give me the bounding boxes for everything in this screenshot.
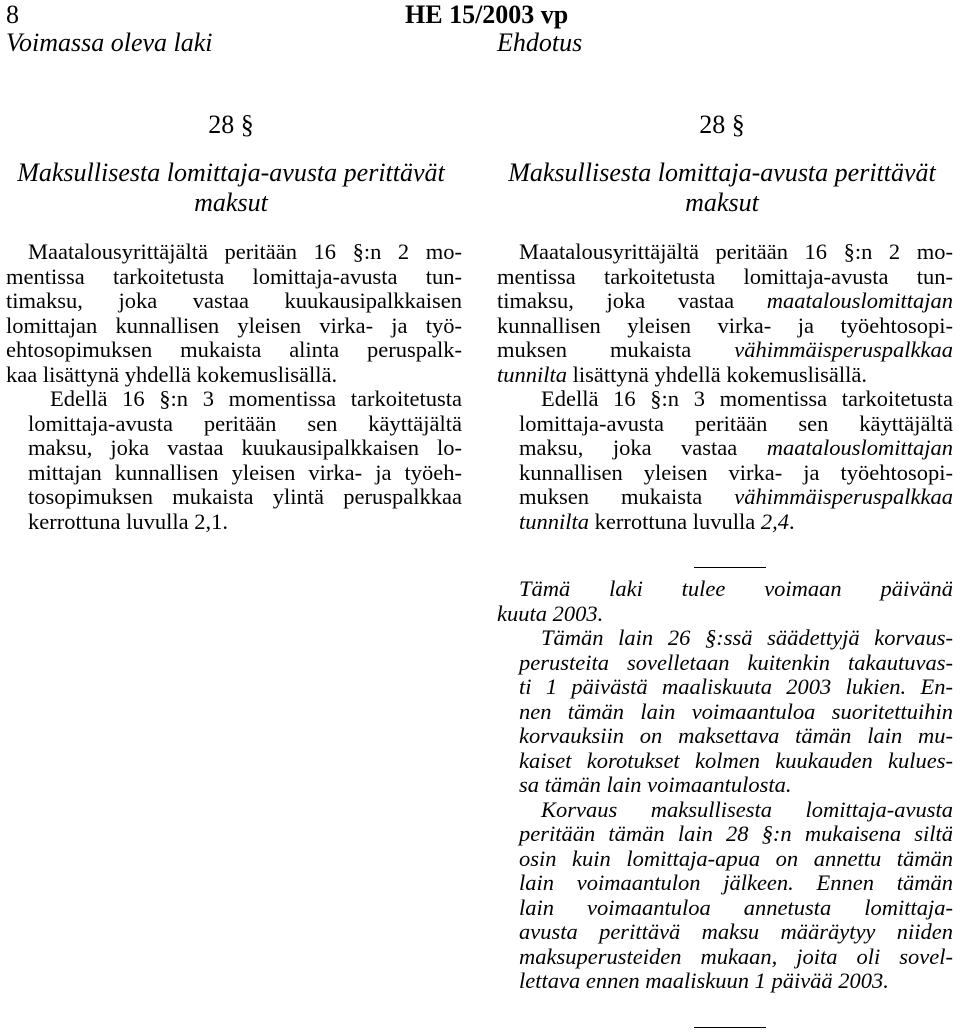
right-section-number: 28 §	[699, 110, 745, 139]
right-section-title	[497, 158, 947, 218]
text-line: maksu, joka vastaa kuukausipalkkaisen lo-	[28, 435, 462, 460]
text-line: lomittaja-avusta peritään sen käyttäjältä	[519, 410, 953, 436]
text-line: Edellä 16 §:n 3 momentissa tarkoitetusta	[541, 386, 953, 411]
left-title-line-2: maksut	[194, 188, 268, 217]
text-line	[497, 338, 953, 363]
text-line: ehtosopimuksen mukaista alinta peruspalk-	[6, 337, 462, 362]
text-line: lettava ennen maaliskuun 1 päivää 2003.	[519, 968, 889, 993]
text-line: Maatalousyrittäjältä peritään 16 §:n 2 mo-	[28, 239, 462, 264]
text-line: tosopimuksen mukaista ylintä peruspalkkaa	[28, 484, 462, 509]
text-segment: .	[788, 508, 795, 534]
document-id: HE 15/2003 vp	[405, 0, 569, 29]
changed-text: tunnilta	[497, 361, 568, 387]
text-line: Tämä laki tulee voimaan päivänä	[519, 576, 953, 601]
text-line: ti 1 päivästä maaliskuuta 2003 lukien. En-	[519, 674, 953, 699]
text-segment: kerrottuna luvulla	[589, 508, 761, 534]
page-number: 8	[6, 0, 19, 29]
text-line: sa tämän lain voimaantulosta.	[519, 772, 792, 797]
changed-text: tunnilta	[519, 508, 590, 534]
text-line: kaa lisättynä yhdellä kokemuslisällä.	[6, 361, 338, 387]
text-line: kunnallisen yleisen virka- ja työehtosopi-	[519, 459, 953, 485]
text-line: lomittaja-avusta peritään sen käyttäjältä	[28, 410, 462, 436]
text-segment: timaksu, joka vastaa	[497, 288, 767, 313]
right-title-line-2: maksut	[685, 188, 759, 217]
text-line: timaksu, joka vastaa kuukausipalkkaisen	[6, 288, 462, 313]
left-paragraph-1	[6, 240, 462, 387]
text-line	[497, 436, 953, 461]
changed-text: 2,4	[760, 508, 789, 534]
text-segment: muksen mukaista	[519, 484, 735, 509]
text-line: peritään tämän lain 28 §:n mukaisena siltä	[519, 821, 953, 846]
right-title-line-1: Maksullisesta lomittaja-avusta perittävät	[508, 158, 936, 187]
text-line: nen tämän lain voimaantuloa suoritettuihin	[519, 698, 953, 724]
left-title-line-1: Maksullisesta lomittaja-avusta perittävät	[17, 158, 445, 187]
current-law-heading: Voimassa oleva laki	[6, 28, 213, 57]
changed-text: vähimmäisperuspalkkaa	[734, 337, 953, 362]
text-line: mittajan kunnallisen yleisen virka- ja työeh-	[28, 459, 462, 485]
proposal-text	[497, 240, 953, 534]
text-line: lomittajan kunnallisen yleisen virka- ja työ-	[6, 312, 462, 338]
text-line: kunnallisen yleisen virka- ja työehtosopi-	[497, 312, 953, 338]
changed-text: maatalouslomittajan	[766, 288, 953, 313]
text-line: lain voimaantulon jälkeen. Ennen tämän	[519, 870, 953, 895]
right-paragraph-1	[497, 240, 953, 387]
text-line: osin kuin lomittaja-apua on annettu tämän	[519, 845, 953, 871]
text-line: avusta perittävä maksu määräytyy niiden	[519, 919, 953, 944]
transition-paragraph-1	[497, 577, 953, 626]
text-line: Korvaus maksullisesta lomittaja-avusta	[541, 796, 953, 822]
text-line: Tämän lain 26 §:ssä säädettyjä korvaus-	[541, 625, 953, 650]
text-segment: muksen mukaista	[497, 337, 735, 362]
text-line: Maatalousyrittäjältä peritään 16 §:n 2 mo-	[519, 239, 953, 264]
changed-text: vähimmäisperuspalkkaa	[734, 484, 953, 509]
left-section-number: 28 §	[208, 110, 254, 139]
changed-text: maatalouslomittajan	[766, 435, 953, 460]
text-line	[497, 510, 953, 535]
proposal-heading: Ehdotus	[497, 28, 583, 57]
section-divider-rule	[694, 567, 766, 568]
text-line: korvauksiin on maksettava tämän lain mu-	[519, 723, 953, 748]
left-section-title	[6, 158, 456, 218]
transition-paragraph-2	[497, 626, 953, 798]
text-line: lain voimaantuloa annetusta lomittaja-	[519, 894, 953, 920]
text-line: kuuta 2003.	[497, 600, 604, 626]
text-line	[497, 485, 953, 510]
transition-paragraph-3	[497, 798, 953, 994]
right-paragraph-2	[497, 387, 953, 534]
text-line	[497, 289, 953, 314]
text-line: maksuperusteiden mukaan, joita oli sovel-	[519, 943, 953, 969]
text-line	[497, 363, 953, 388]
text-line: kerrottuna luvulla 2,1.	[28, 508, 228, 534]
text-line: mentissa tarkoitetusta lomittaja-avusta tun-	[6, 263, 462, 289]
text-line: kaiset korotukset kolmen kuukauden kulues-	[519, 747, 953, 773]
text-line: mentissa tarkoitetusta lomittaja-avusta tun-	[497, 263, 953, 289]
text-segment: lisättynä yhdellä kokemuslisällä.	[567, 361, 867, 387]
transition-provisions	[497, 577, 953, 994]
text-line: Edellä 16 §:n 3 momentissa tarkoitetusta	[50, 386, 462, 411]
current-law-text	[6, 240, 462, 534]
end-rule	[694, 1027, 766, 1028]
text-line: perusteita sovelletaan kuitenkin takautuvas-	[519, 649, 953, 675]
text-segment: maksu, joka vastaa	[519, 435, 767, 460]
left-paragraph-2	[6, 387, 462, 534]
